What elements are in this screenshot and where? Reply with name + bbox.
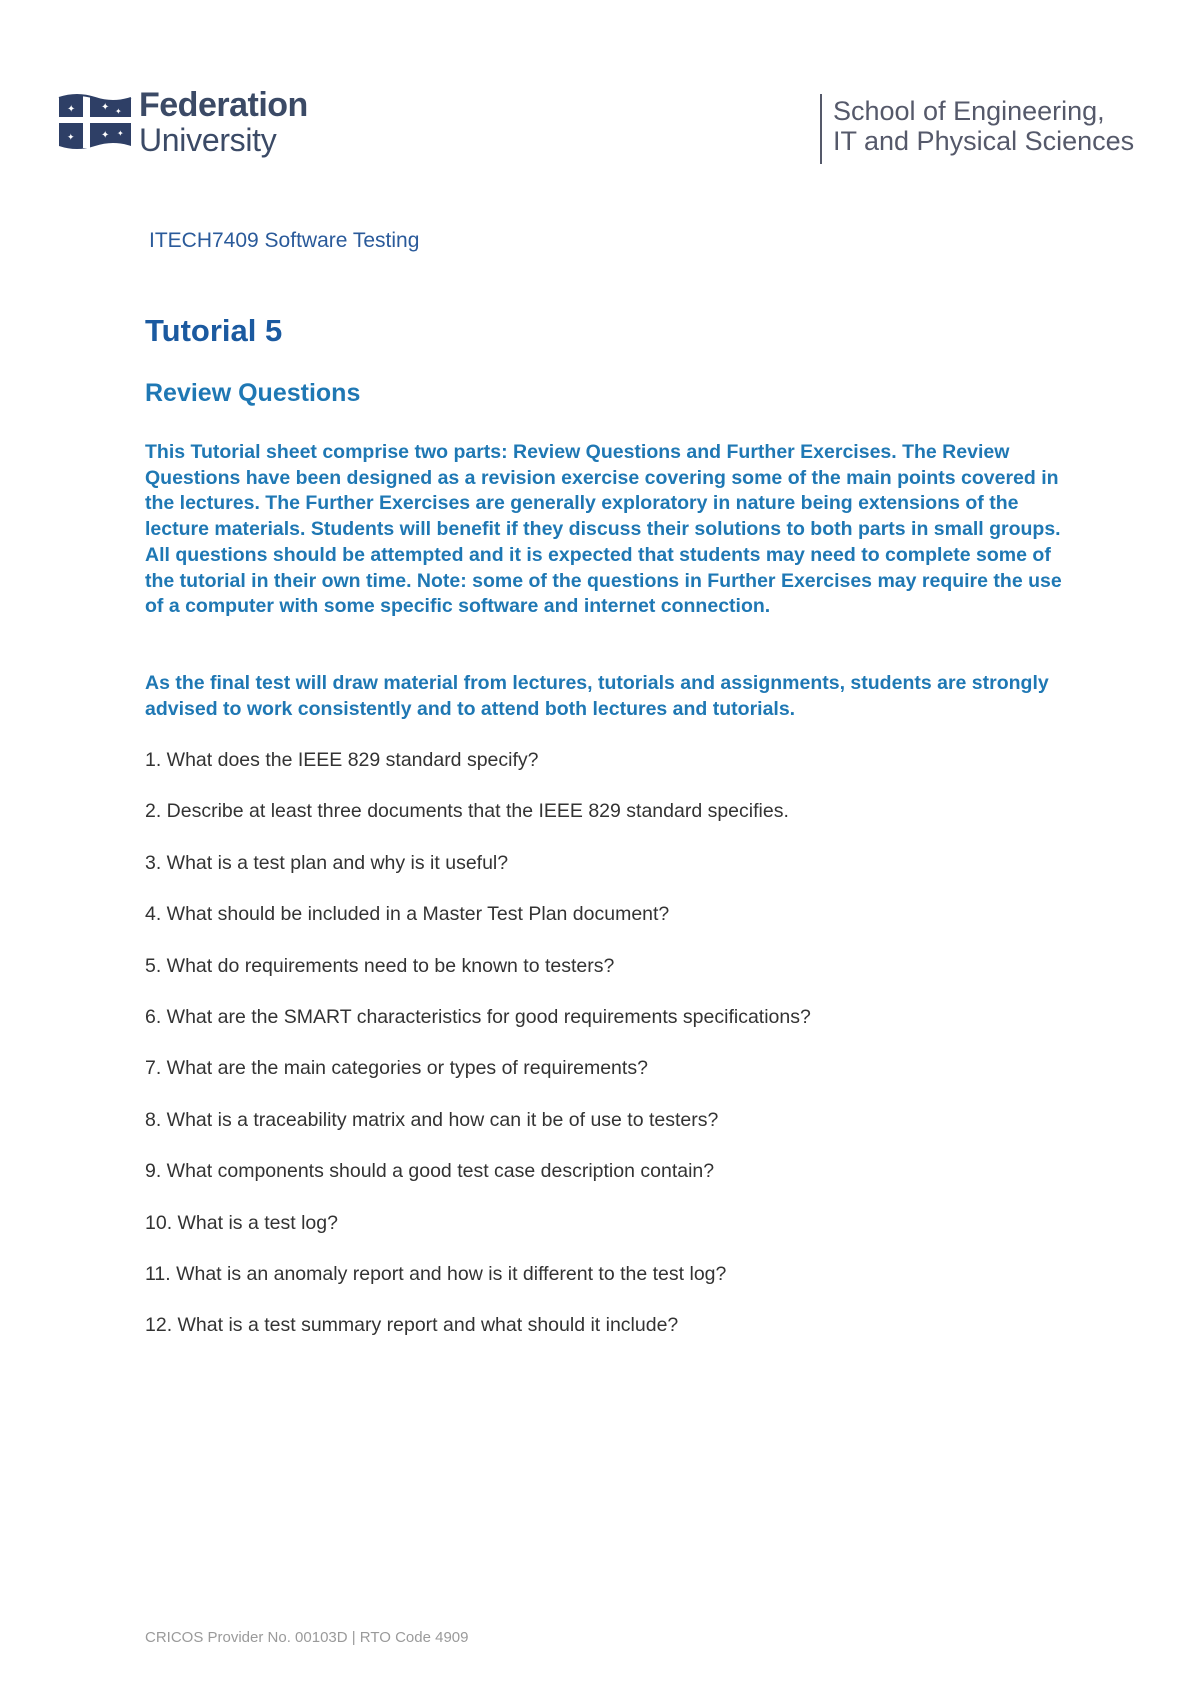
question-item: 10. What is a test log? bbox=[145, 1211, 338, 1234]
question-item: 2. Describe at least three documents that the IEEE 829 standard specifies. bbox=[145, 800, 789, 823]
course-title: ITECH7409 Software Testing bbox=[149, 229, 420, 252]
question-item: 12. What is a test summary report and what should it include? bbox=[145, 1314, 679, 1337]
logo-wordmark bbox=[139, 88, 308, 156]
section-heading: Review Questions bbox=[145, 379, 361, 407]
header-divider bbox=[820, 94, 822, 164]
advice-paragraph: As the final test will draw material from lectures, tutorials and assignments, students are strongly advised to work consistently and to attend both lectures and tutorials. bbox=[145, 672, 1049, 720]
federation-university-logo bbox=[57, 88, 332, 164]
logo-name-line2: University bbox=[139, 122, 277, 158]
svg-text:✦: ✦ bbox=[117, 129, 124, 138]
question-item: 3. What is a test plan and why is it useful? bbox=[145, 851, 509, 874]
svg-text:✦: ✦ bbox=[101, 102, 110, 113]
question-item: 1. What does the IEEE 829 standard specify? bbox=[145, 749, 539, 771]
svg-text:✦: ✦ bbox=[67, 133, 75, 143]
flag-logo-icon bbox=[57, 90, 133, 154]
school-name bbox=[833, 96, 1134, 156]
question-item: 11. What is an anomaly report and how is it different to the test log? bbox=[145, 1262, 727, 1285]
svg-text:✦: ✦ bbox=[67, 104, 76, 115]
svg-text:✦: ✦ bbox=[101, 130, 110, 141]
page-title: Tutorial 5 bbox=[145, 313, 283, 348]
question-item: 6. What are the SMART characteristics for good requirements specifications? bbox=[145, 1005, 811, 1028]
intro-paragraph: This Tutorial sheet comprise two parts: Review Questions and Further Exercises. The Review Questions have been designed as a revision exercise covering some of the main points covered in the lectures. The Further Exercises are generally exploratory in nature being extensions of the lecture materials. Students will benefit if they discuss their solutions to both parts in small groups. All questions should be attempted and it is expected that students may need to complete some of the tutorial in their own time. Note: some of the questions in Further Exercises may require the use of a computer with some specific software and internet connection. bbox=[145, 441, 1062, 618]
question-item: 8. What is a traceability matrix and how can it be of use to testers? bbox=[145, 1108, 719, 1131]
logo-name-line1: Federation bbox=[139, 86, 308, 124]
svg-text:✦: ✦ bbox=[115, 107, 122, 116]
footer-text: CRICOS Provider No. 00103D | RTO Code 4909 bbox=[145, 1629, 469, 1646]
question-item: 9. What components should a good test case description contain? bbox=[145, 1160, 715, 1183]
question-item: 5. What do requirements need to be known to testers? bbox=[145, 954, 615, 977]
question-item: 4. What should be included in a Master Test Plan document? bbox=[145, 903, 670, 926]
question-item: 7. What are the main categories or types of requirements? bbox=[145, 1057, 648, 1080]
question-list bbox=[145, 748, 811, 1365]
school-name-line2: IT and Physical Sciences bbox=[833, 126, 1135, 156]
school-name-line1: School of Engineering, bbox=[833, 96, 1105, 126]
